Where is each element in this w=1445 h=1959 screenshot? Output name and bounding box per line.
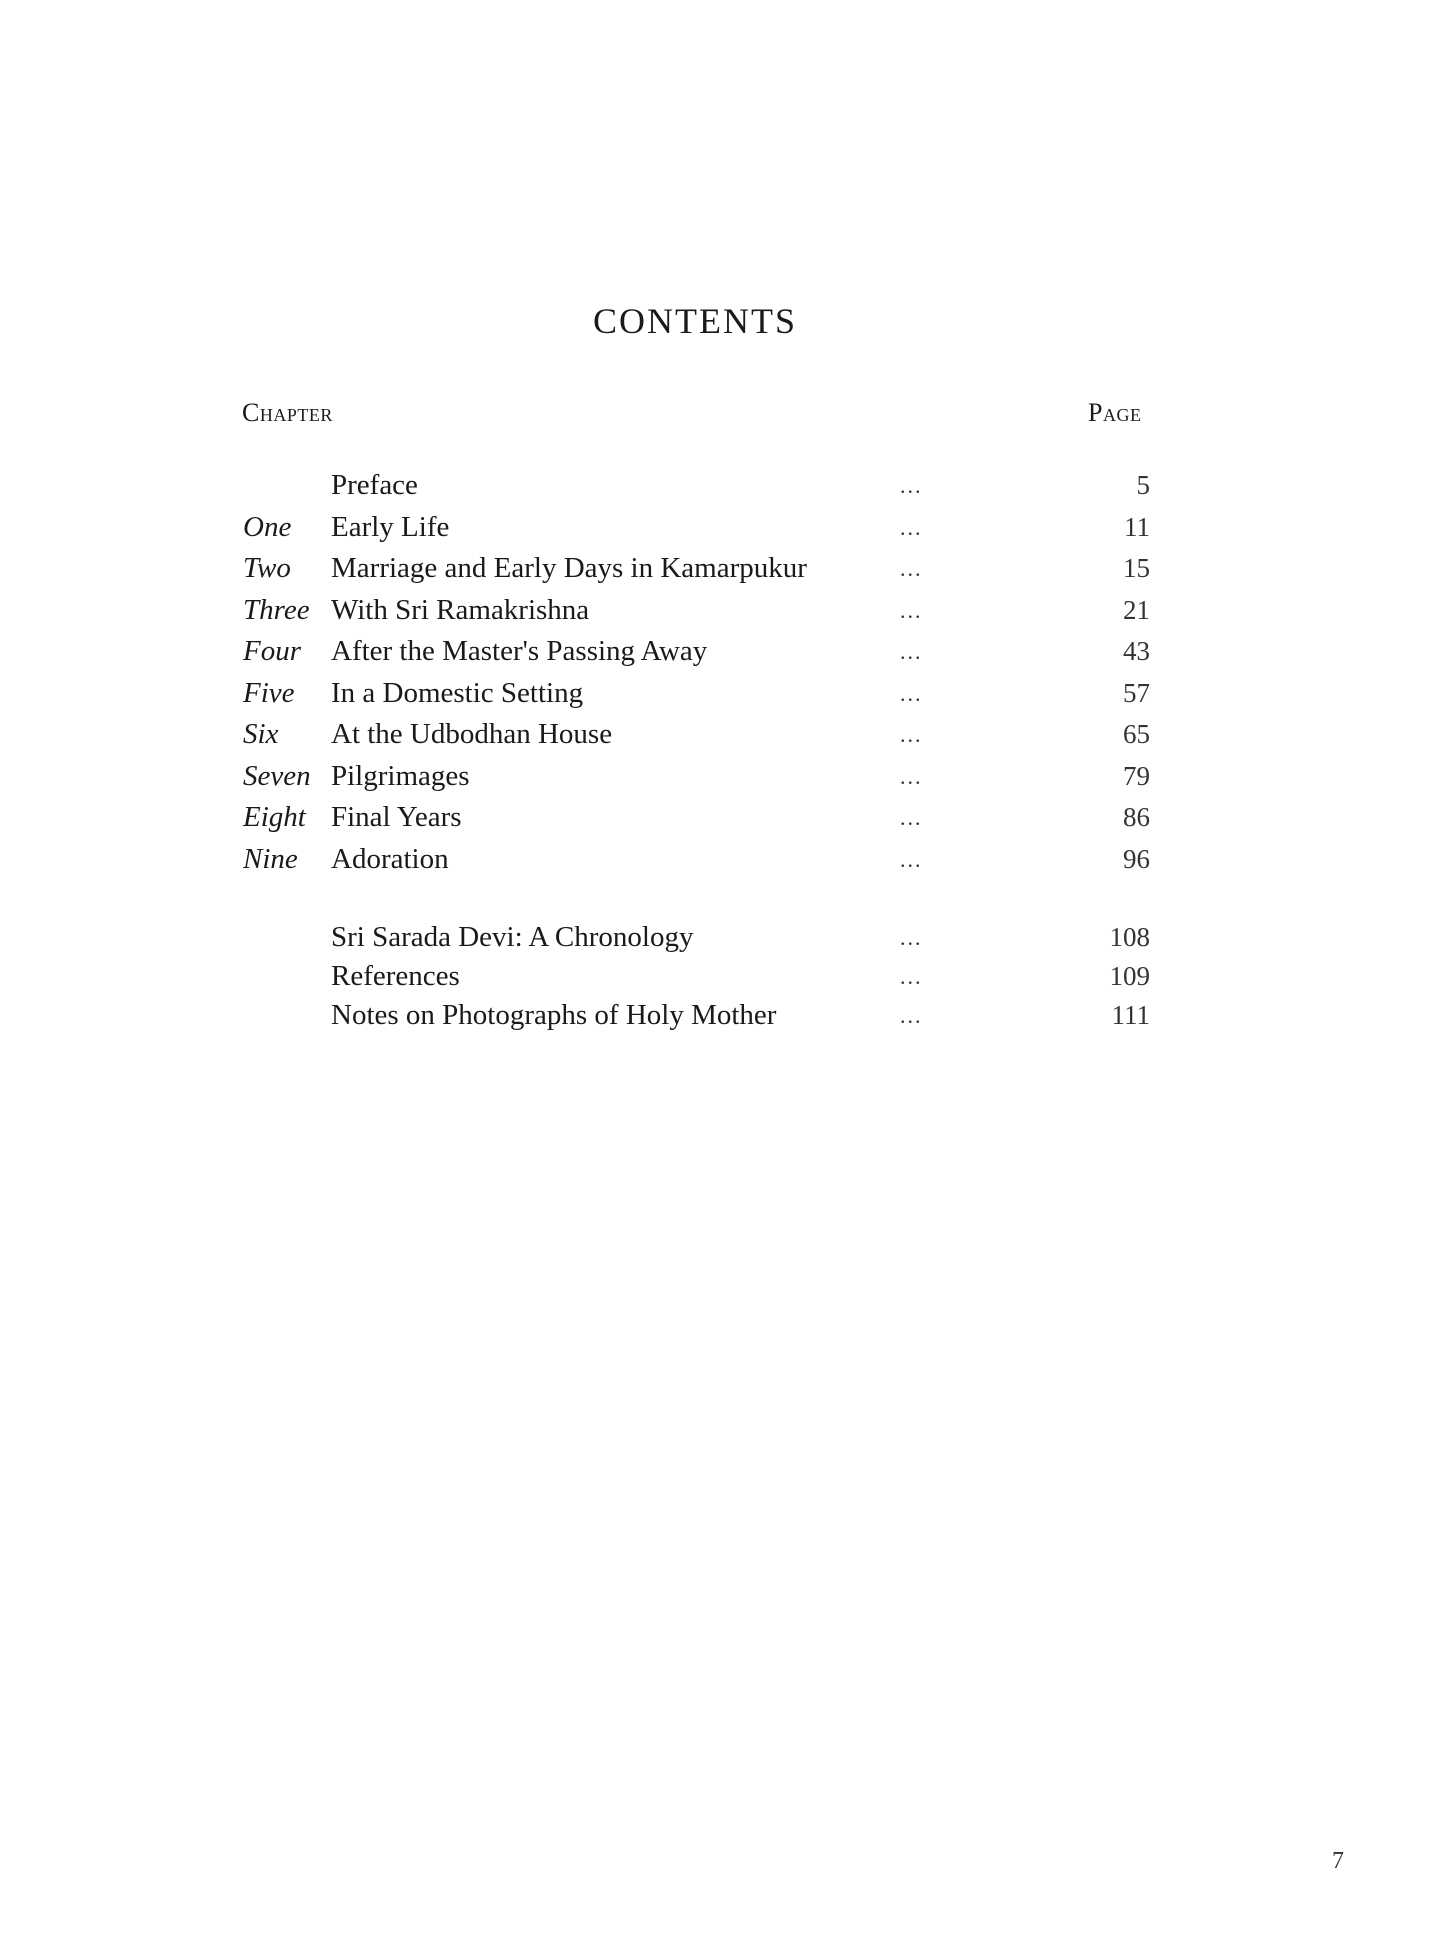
back-matter-title: References bbox=[331, 960, 460, 992]
page-title: CONTENTS bbox=[593, 301, 797, 341]
chapter-number: Five bbox=[243, 676, 295, 709]
section-spacer bbox=[0, 880, 1445, 918]
chapter-title: Final Years bbox=[331, 801, 462, 833]
leader-dots: ... bbox=[900, 680, 923, 706]
chapter-number: Eight bbox=[243, 801, 306, 833]
page-number: 111 bbox=[1111, 1000, 1150, 1030]
page-number: 43 bbox=[1123, 636, 1150, 666]
page-number: 109 bbox=[1109, 961, 1150, 991]
chapter-number: Six bbox=[243, 718, 279, 750]
page-number: 108 bbox=[1109, 922, 1150, 952]
chapter-title: Adoration bbox=[331, 842, 449, 875]
leader-dots: ... bbox=[900, 846, 923, 872]
toc-entry-references bbox=[0, 957, 1445, 996]
toc-entry-chronology bbox=[0, 918, 1445, 957]
page-number: 65 bbox=[1123, 719, 1150, 749]
page-number: 5 bbox=[1136, 470, 1150, 500]
chapter-title: Marriage and Early Days in Kamarpukur bbox=[331, 552, 807, 584]
chapter-title: At the Udbodhan House bbox=[331, 718, 613, 750]
toc-entry-chapter-nine bbox=[0, 839, 1445, 881]
page-number: 21 bbox=[1123, 594, 1150, 625]
leader-dots: ... bbox=[900, 597, 923, 623]
toc-entry-chapter-five bbox=[0, 673, 1445, 715]
chapter-number: Nine bbox=[243, 842, 298, 875]
leader-dots: ... bbox=[900, 805, 923, 830]
toc-entry-chapter-eight bbox=[0, 797, 1445, 839]
chapter-number: Four bbox=[243, 635, 301, 667]
table-of-contents bbox=[0, 465, 1445, 1035]
back-matter-title: Notes on Photographs of Holy Mother bbox=[331, 999, 777, 1031]
leader-dots: ... bbox=[900, 722, 923, 747]
page-number: 57 bbox=[1123, 677, 1150, 708]
chapter-number: Seven bbox=[243, 759, 311, 792]
page-column-header: Page bbox=[1088, 398, 1142, 427]
toc-entry-chapter-six bbox=[0, 714, 1445, 756]
toc-entry-photo-notes bbox=[0, 996, 1445, 1035]
page-number: 79 bbox=[1123, 760, 1150, 791]
chapter-title: In a Domestic Setting bbox=[331, 676, 584, 709]
toc-entry-preface bbox=[0, 465, 1445, 507]
chapter-title: After the Master's Passing Away bbox=[331, 635, 708, 667]
toc-entry-chapter-seven bbox=[0, 756, 1445, 798]
leader-dots: ... bbox=[900, 1003, 923, 1028]
leader-dots: ... bbox=[900, 556, 923, 581]
chapter-title: Pilgrimages bbox=[331, 759, 470, 792]
chapter-title: With Sri Ramakrishna bbox=[331, 593, 590, 626]
leader-dots: ... bbox=[900, 964, 923, 989]
toc-entry-chapter-four bbox=[0, 631, 1445, 673]
leader-dots: ... bbox=[900, 473, 923, 498]
page-number: 15 bbox=[1123, 553, 1150, 583]
chapter-title: Preface bbox=[331, 469, 418, 501]
leader-dots: ... bbox=[900, 514, 923, 540]
chapter-column-header: Chapter bbox=[242, 398, 333, 427]
toc-entry-chapter-three bbox=[0, 590, 1445, 632]
leader-dots: ... bbox=[900, 925, 923, 950]
toc-entry-chapter-one bbox=[0, 507, 1445, 549]
page-number: 11 bbox=[1124, 511, 1150, 542]
folio-page-number: 7 bbox=[1332, 1848, 1344, 1874]
toc-entry-chapter-two bbox=[0, 548, 1445, 590]
chapter-number: Two bbox=[243, 552, 291, 584]
leader-dots: ... bbox=[900, 639, 923, 664]
chapter-title: Early Life bbox=[331, 510, 450, 543]
page-number: 86 bbox=[1123, 802, 1150, 832]
chapter-number: One bbox=[243, 510, 292, 543]
leader-dots: ... bbox=[900, 763, 923, 789]
page-number: 96 bbox=[1123, 843, 1150, 874]
chapter-number: Three bbox=[243, 593, 310, 626]
back-matter-title: Sri Sarada Devi: A Chronology bbox=[331, 921, 694, 953]
